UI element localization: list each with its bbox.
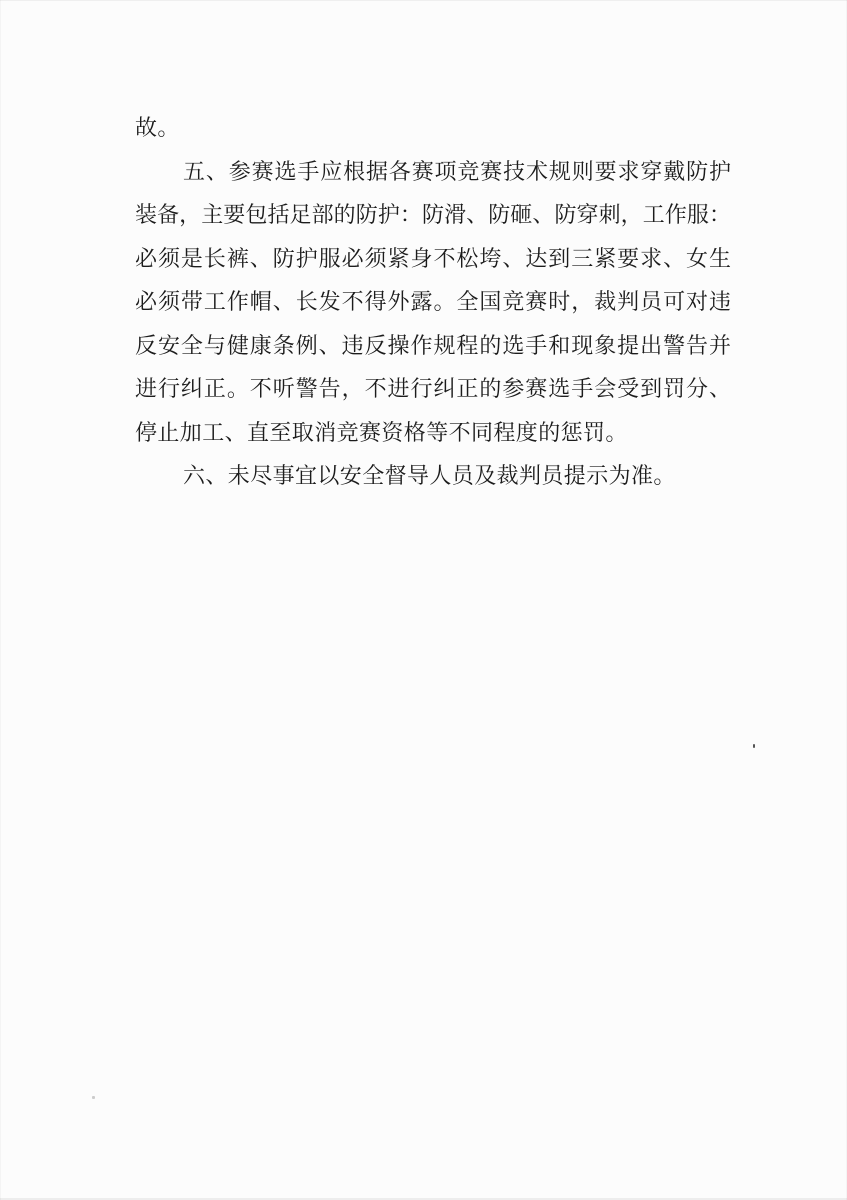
document-line: 五、参赛选手应根据各赛项竞赛技术规则要求穿戴防护: [183, 158, 731, 184]
document-line: 进行纠正。不听警告，不进行纠正的参赛选手会受到罚分、: [135, 376, 731, 401]
document-line: 故。: [135, 115, 180, 140]
document-line: 装备，主要包括足部的防护：防滑、防砸、防穿刺，工作服：: [135, 202, 731, 227]
document-line: 必须带工作帽、长发不得外露。全国竞赛时，裁判员可对违: [135, 289, 731, 314]
document-line: 停止加工、直至取消竞赛资格等不同程度的惩罚。: [135, 419, 628, 445]
document-text-block: [135, 106, 731, 498]
document-line: 必须是长裤、防护服必须紧身不松垮、达到三紧要求、女生: [135, 245, 731, 271]
document-line: 六、未尽事宜以安全督导人员及裁判员提示为准。: [183, 463, 676, 488]
document-line: 反安全与健康条例、违反操作规程的选手和现象提出警告并: [135, 332, 731, 358]
scan-speck: [753, 744, 755, 748]
scan-speck: [92, 1096, 95, 1099]
